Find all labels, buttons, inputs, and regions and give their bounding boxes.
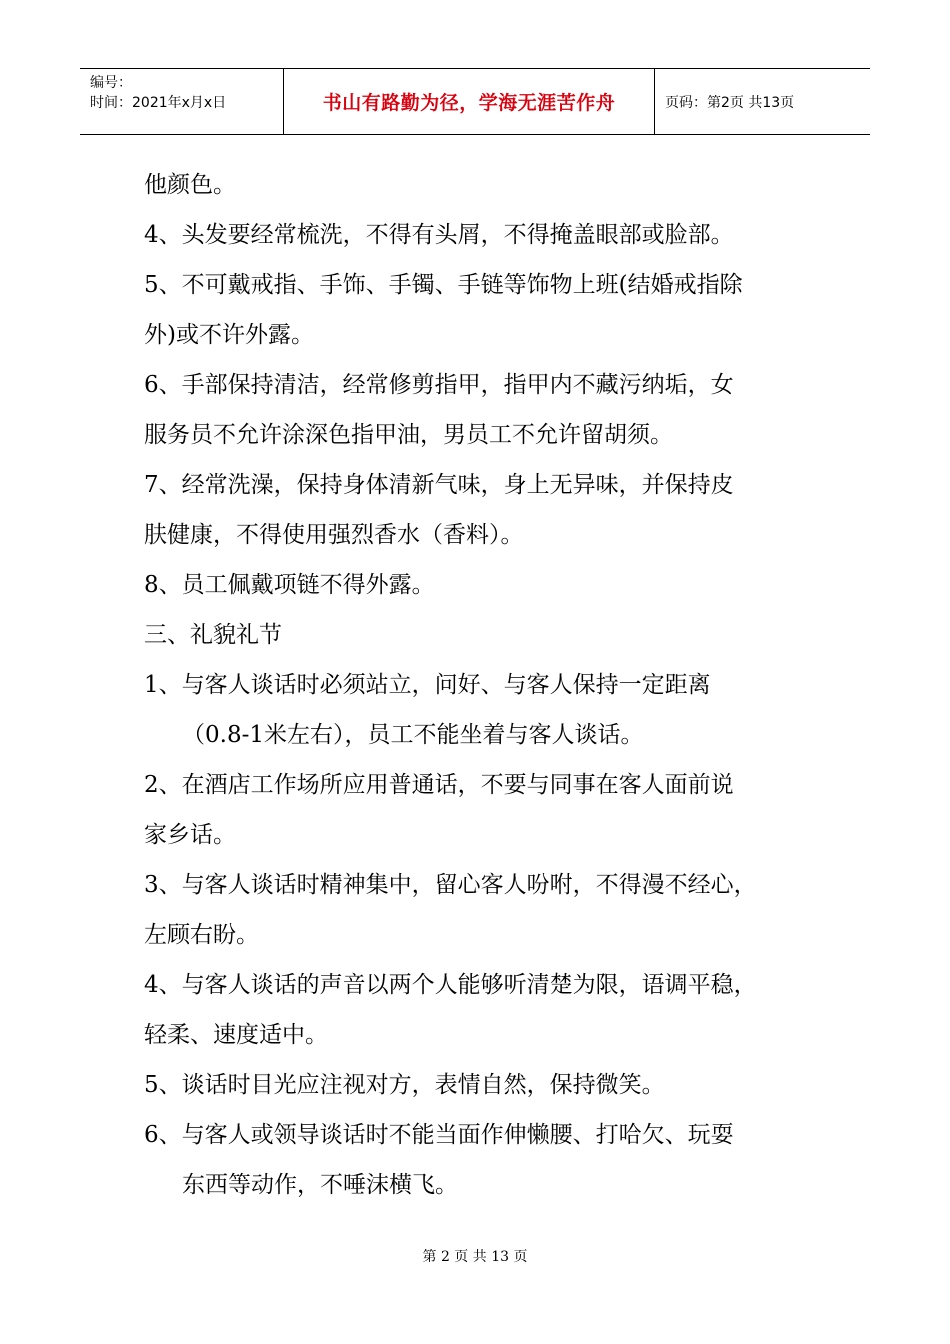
motto-text: 书山有路勤为径，学海无涯苦作舟 — [322, 92, 616, 114]
section-heading: 三、礼貌礼节 — [144, 622, 282, 648]
header-meta — [80, 69, 283, 134]
document-date: 时间：2021年x月x日 — [90, 95, 227, 111]
document-number-label: 编号： — [90, 75, 132, 91]
body-line: （0.8-1米左右），员工不能坐着与客人谈话。 — [182, 722, 644, 748]
document-body — [144, 160, 834, 1210]
header-page-info — [655, 69, 870, 134]
body-line: 6、与客人或领导谈话时不能当面作伸懒腰、打哈欠、玩耍 — [144, 1122, 734, 1148]
page-info-text: 页码：第2页 共13页 — [665, 94, 795, 111]
body-line: 1、与客人谈话时必须站立，问好、与客人保持一定距离 — [144, 672, 711, 698]
page-header — [80, 68, 870, 135]
body-line: 2、在酒店工作场所应用普通话，不要与同事在客人面前说 — [144, 772, 734, 798]
header-motto — [283, 69, 655, 134]
body-line: 肤健康，不得使用强烈香水（香料）。 — [144, 522, 524, 548]
body-line: 左顾右盼。 — [144, 922, 259, 948]
body-line: 5、谈话时目光应注视对方，表情自然，保持微笑。 — [144, 1072, 665, 1098]
body-line: 他颜色。 — [144, 172, 236, 198]
body-line: 4、与客人谈话的声音以两个人能够听清楚为限，语调平稳， — [144, 972, 757, 998]
body-line: 外)或不许外露。 — [144, 322, 314, 348]
body-line: 4、头发要经常梳洗，不得有头屑，不得掩盖眼部或脸部。 — [144, 222, 734, 248]
body-line: 服务员不允许涂深色指甲油，男员工不允许留胡须。 — [144, 422, 673, 448]
body-line: 轻柔、速度适中。 — [144, 1022, 328, 1048]
body-line: 5、不可戴戒指、手饰、手镯、手链等饰物上班(结婚戒指除 — [144, 272, 743, 298]
page-footer — [0, 1246, 950, 1266]
body-line: 7、经常洗澡，保持身体清新气味，身上无异味，并保持皮 — [144, 472, 734, 498]
body-line: 东西等动作，不唾沫横飞。 — [182, 1172, 458, 1198]
body-line: 家乡话。 — [144, 822, 236, 848]
body-line: 6、手部保持清洁，经常修剪指甲，指甲内不藏污纳垢，女 — [144, 372, 734, 398]
footer-page-number: 第 2 页 共 13 页 — [422, 1249, 528, 1265]
body-line: 3、与客人谈话时精神集中，留心客人吩咐，不得漫不经心， — [144, 872, 757, 898]
body-line: 8、员工佩戴项链不得外露。 — [144, 572, 435, 598]
